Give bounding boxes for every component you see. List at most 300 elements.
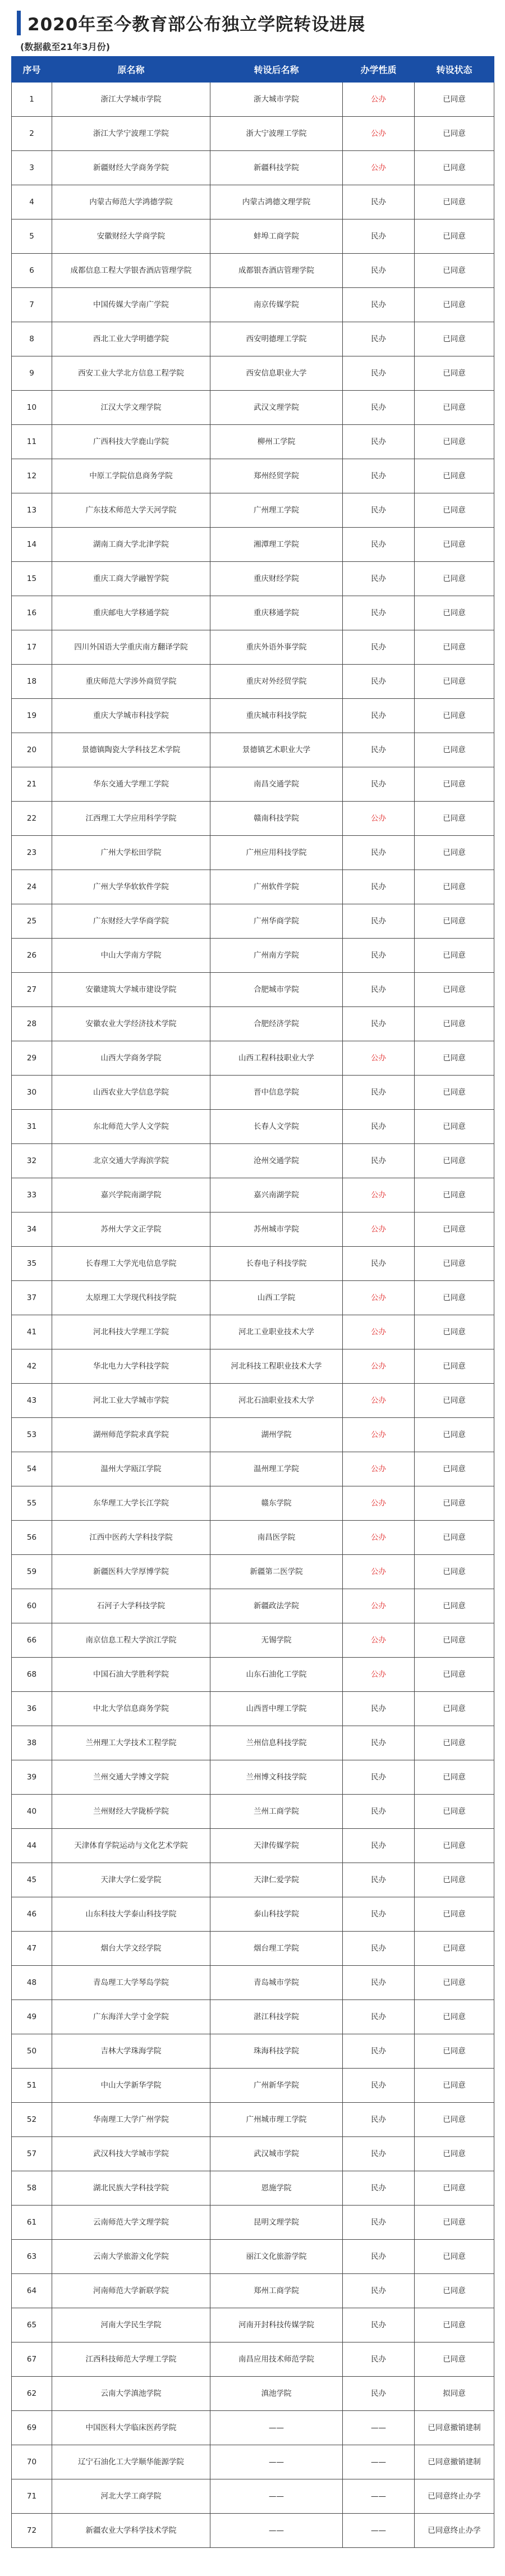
original-name: 河北科技大学理工学院	[52, 1315, 210, 1349]
school-nature: 民办	[343, 2342, 415, 2377]
school-nature: 民办	[343, 1932, 415, 1966]
row-number: 25	[12, 904, 52, 939]
row-number: 69	[12, 2411, 52, 2445]
transfer-status: 已同意	[415, 83, 494, 117]
original-name: 山西大学商务学院	[52, 1041, 210, 1076]
new-name: 广州城市理工学院	[210, 2103, 343, 2137]
table-row	[12, 1452, 494, 1486]
transfer-status: 已同意	[415, 528, 494, 562]
new-name: 泰山科技学院	[210, 1897, 343, 1932]
table-row	[12, 1041, 494, 1076]
school-nature: 公办	[343, 1521, 415, 1555]
row-number: 8	[12, 322, 52, 356]
original-name: 湖南工商大学北津学院	[52, 528, 210, 562]
table-row	[12, 1315, 494, 1349]
new-name: 武汉城市学院	[210, 2137, 343, 2171]
header-new-name: 转设后名称	[210, 57, 343, 83]
transfer-status: 已同意	[415, 2240, 494, 2274]
school-nature: 公办	[343, 1623, 415, 1658]
table-row	[12, 2411, 494, 2445]
row-number: 59	[12, 1555, 52, 1589]
table-row	[12, 1178, 494, 1212]
transfer-status: 已同意	[415, 1315, 494, 1349]
table-row	[12, 1007, 494, 1041]
page-subtitle: (数据截至21年3月份)	[20, 42, 111, 52]
new-name: 新疆政法学院	[210, 1589, 343, 1623]
new-name: 浙大宁波理工学院	[210, 117, 343, 151]
new-name: 无锡学院	[210, 1623, 343, 1658]
school-nature: 公办	[343, 83, 415, 117]
table-row	[12, 1932, 494, 1966]
school-nature: 民办	[343, 2274, 415, 2308]
original-name: 华北电力大学科技学院	[52, 1349, 210, 1384]
table-row	[12, 1658, 494, 1692]
original-name: 河南大学民生学院	[52, 2308, 210, 2342]
transfer-status: 已同意	[415, 1658, 494, 1692]
table-row	[12, 2308, 494, 2342]
row-number: 17	[12, 630, 52, 665]
original-name: 华东交通大学理工学院	[52, 767, 210, 802]
school-nature: 民办	[343, 2034, 415, 2069]
original-name: 广东财经大学华商学院	[52, 904, 210, 939]
table-row	[12, 596, 494, 630]
transfer-status: 已同意	[415, 1007, 494, 1041]
transfer-status: 已同意	[415, 322, 494, 356]
table-row	[12, 322, 494, 356]
transfer-status: 已同意	[415, 630, 494, 665]
row-number: 31	[12, 1110, 52, 1144]
transfer-status: 已同意	[415, 1726, 494, 1760]
table-row	[12, 2137, 494, 2171]
school-nature: 公办	[343, 151, 415, 185]
row-number: 61	[12, 2206, 52, 2240]
row-number: 28	[12, 1007, 52, 1041]
school-nature: 公办	[343, 1178, 415, 1212]
transfer-status: 已同意	[415, 904, 494, 939]
header	[0, 0, 505, 56]
row-number: 56	[12, 1521, 52, 1555]
original-name: 兰州理工大学技术工程学院	[52, 1726, 210, 1760]
row-number: 11	[12, 425, 52, 459]
table-row	[12, 459, 494, 493]
transfer-status: 已同意	[415, 493, 494, 528]
row-number: 71	[12, 2479, 52, 2514]
table-row	[12, 219, 494, 254]
school-nature: 公办	[343, 802, 415, 836]
table-row	[12, 2034, 494, 2069]
transfer-status: 已同意	[415, 2137, 494, 2171]
transfer-status: 已同意撤销建制	[415, 2411, 494, 2445]
new-name: 武汉文理学院	[210, 391, 343, 425]
original-name: 重庆邮电大学移通学院	[52, 596, 210, 630]
school-nature: 公办	[343, 1212, 415, 1247]
transfer-status: 已同意	[415, 151, 494, 185]
original-name: 新疆财经大学商务学院	[52, 151, 210, 185]
new-name: 赣南科技学院	[210, 802, 343, 836]
transfer-status: 已同意	[415, 2171, 494, 2206]
table-row	[12, 2479, 494, 2514]
original-name: 成都信息工程大学银杏酒店管理学院	[52, 254, 210, 288]
table-row	[12, 2206, 494, 2240]
row-number: 22	[12, 802, 52, 836]
new-name: 南昌应用技术师范学院	[210, 2342, 343, 2377]
new-name: 南昌交通学院	[210, 767, 343, 802]
new-name: 广州华商学院	[210, 904, 343, 939]
original-name: 山西农业大学信息学院	[52, 1076, 210, 1110]
table-row	[12, 562, 494, 596]
table-row	[12, 288, 494, 322]
original-name: 浙江大学宁波理工学院	[52, 117, 210, 151]
new-name: 兰州工商学院	[210, 1795, 343, 1829]
school-nature: 民办	[343, 596, 415, 630]
new-name: 蚌埠工商学院	[210, 219, 343, 254]
school-nature: 民办	[343, 1110, 415, 1144]
original-name: 北京交通大学海滨学院	[52, 1144, 210, 1178]
new-name: 恩施学院	[210, 2171, 343, 2206]
school-nature: 民办	[343, 973, 415, 1007]
original-name: 广州大学华软软件学院	[52, 870, 210, 904]
transfer-status: 已同意	[415, 1486, 494, 1521]
school-nature: 民办	[343, 836, 415, 870]
school-nature: 公办	[343, 1555, 415, 1589]
transfer-status: 已同意	[415, 1076, 494, 1110]
school-nature: 公办	[343, 117, 415, 151]
table-row	[12, 2514, 494, 2548]
table-row	[12, 1966, 494, 2000]
original-name: 广州大学松田学院	[52, 836, 210, 870]
row-number: 66	[12, 1623, 52, 1658]
transfer-status: 已同意	[415, 870, 494, 904]
new-name: 沧州交通学院	[210, 1144, 343, 1178]
original-name: 苏州大学文正学院	[52, 1212, 210, 1247]
table-row	[12, 117, 494, 151]
original-name: 重庆大学城市科技学院	[52, 699, 210, 733]
new-name: 成都银杏酒店管理学院	[210, 254, 343, 288]
table-row	[12, 630, 494, 665]
transfer-status: 已同意	[415, 1212, 494, 1247]
table-row	[12, 733, 494, 767]
school-nature: 民办	[343, 904, 415, 939]
table-row	[12, 1384, 494, 1418]
table-row	[12, 2377, 494, 2411]
original-name: 东华理工大学长江学院	[52, 1486, 210, 1521]
new-name: 河北工业职业技术大学	[210, 1315, 343, 1349]
row-number: 1	[12, 83, 52, 117]
table-row	[12, 1760, 494, 1795]
original-name: 中山大学新华学院	[52, 2069, 210, 2103]
transfer-status: 已同意	[415, 665, 494, 699]
table-row	[12, 1247, 494, 1281]
table-row	[12, 151, 494, 185]
school-nature: 公办	[343, 1658, 415, 1692]
school-nature: 公办	[343, 1384, 415, 1418]
original-name: 中国传媒大学南广学院	[52, 288, 210, 322]
transfer-status: 已同意	[415, 2342, 494, 2377]
header-status: 转设状态	[415, 57, 494, 83]
school-nature: 民办	[343, 2103, 415, 2137]
row-number: 38	[12, 1726, 52, 1760]
new-name: 景德镇艺术职业大学	[210, 733, 343, 767]
table-row	[12, 1589, 494, 1623]
original-name: 浙江大学城市学院	[52, 83, 210, 117]
original-name: 西安工业大学北方信息工程学院	[52, 356, 210, 391]
new-name: 赣东学院	[210, 1486, 343, 1521]
school-nature: 民办	[343, 2308, 415, 2342]
row-number: 45	[12, 1863, 52, 1897]
transfer-status: 已同意	[415, 2000, 494, 2034]
new-name: 合肥城市学院	[210, 973, 343, 1007]
table-row	[12, 1795, 494, 1829]
new-name: 苏州城市学院	[210, 1212, 343, 1247]
table-row	[12, 391, 494, 425]
school-nature: 民办	[343, 219, 415, 254]
original-name: 安徽建筑大学城市建设学院	[52, 973, 210, 1007]
transfer-status: 已同意撤销建制	[415, 2445, 494, 2479]
table-header-row	[12, 57, 494, 83]
row-number: 65	[12, 2308, 52, 2342]
transfer-status: 已同意	[415, 1795, 494, 1829]
original-name: 湖州师范学院求真学院	[52, 1418, 210, 1452]
school-nature: 民办	[343, 322, 415, 356]
row-number: 60	[12, 1589, 52, 1623]
new-name: 新疆科技学院	[210, 151, 343, 185]
school-nature: 公办	[343, 1281, 415, 1315]
table-row	[12, 356, 494, 391]
school-nature: 民办	[343, 1897, 415, 1932]
original-name: 天津体育学院运动与文化艺术学院	[52, 1829, 210, 1863]
original-name: 烟台大学文经学院	[52, 1932, 210, 1966]
table-row	[12, 425, 494, 459]
row-number: 2	[12, 117, 52, 151]
new-name: 柳州工学院	[210, 425, 343, 459]
new-name: 郑州工商学院	[210, 2274, 343, 2308]
original-name: 河北大学工商学院	[52, 2479, 210, 2514]
transfer-status: 已同意	[415, 733, 494, 767]
transfer-status: 已同意	[415, 1863, 494, 1897]
transfer-status: 已同意	[415, 1760, 494, 1795]
row-number: 20	[12, 733, 52, 767]
school-nature: 民办	[343, 870, 415, 904]
row-number: 12	[12, 459, 52, 493]
table-row	[12, 2445, 494, 2479]
row-number: 68	[12, 1658, 52, 1692]
table-row	[12, 1486, 494, 1521]
original-name: 景德镇陶瓷大学科技艺术学院	[52, 733, 210, 767]
transfer-status: 已同意	[415, 356, 494, 391]
transfer-status: 已同意	[415, 117, 494, 151]
school-nature: 民办	[343, 699, 415, 733]
new-name: 湛江科技学院	[210, 2000, 343, 2034]
original-name: 吉林大学珠海学院	[52, 2034, 210, 2069]
table-row	[12, 1897, 494, 1932]
school-nature: 民办	[343, 1760, 415, 1795]
new-name: 滇池学院	[210, 2377, 343, 2411]
original-name: 中北大学信息商务学院	[52, 1692, 210, 1726]
table-row	[12, 1418, 494, 1452]
new-name: 山东石油化工学院	[210, 1658, 343, 1692]
transfer-status: 已同意	[415, 699, 494, 733]
original-name: 广东技术师范大学天河学院	[52, 493, 210, 528]
transfer-status: 已同意终止办学	[415, 2514, 494, 2548]
new-name: 湘潭理工学院	[210, 528, 343, 562]
original-name: 云南大学旅游文化学院	[52, 2240, 210, 2274]
new-name: 青岛城市学院	[210, 1966, 343, 2000]
row-number: 58	[12, 2171, 52, 2206]
school-nature: 民办	[343, 1076, 415, 1110]
table-row	[12, 1692, 494, 1726]
original-name: 重庆工商大学融智学院	[52, 562, 210, 596]
school-nature: 民办	[343, 1247, 415, 1281]
new-name: 山西晋中理工学院	[210, 1692, 343, 1726]
school-nature: 民办	[343, 562, 415, 596]
row-number: 37	[12, 1281, 52, 1315]
school-nature: ——	[343, 2479, 415, 2514]
school-nature: 民办	[343, 356, 415, 391]
table-row	[12, 1726, 494, 1760]
new-name: 重庆对外经贸学院	[210, 665, 343, 699]
school-nature: 民办	[343, 1863, 415, 1897]
table-row	[12, 2342, 494, 2377]
row-number: 18	[12, 665, 52, 699]
table-row	[12, 699, 494, 733]
original-name: 温州大学瓯江学院	[52, 1452, 210, 1486]
row-number: 62	[12, 2377, 52, 2411]
original-name: 河北工业大学城市学院	[52, 1384, 210, 1418]
new-name: 重庆城市科技学院	[210, 699, 343, 733]
table-row	[12, 2240, 494, 2274]
row-number: 15	[12, 562, 52, 596]
row-number: 4	[12, 185, 52, 219]
original-name: 江西理工大学应用科学学院	[52, 802, 210, 836]
transfer-status: 已同意	[415, 1144, 494, 1178]
school-nature: ——	[343, 2514, 415, 2548]
school-nature: 民办	[343, 2137, 415, 2171]
new-name: 西安信息职业大学	[210, 356, 343, 391]
row-number: 23	[12, 836, 52, 870]
row-number: 14	[12, 528, 52, 562]
header-original-name: 原名称	[52, 57, 210, 83]
new-name: 河北石油职业技术大学	[210, 1384, 343, 1418]
new-name: 广州软件学院	[210, 870, 343, 904]
school-nature: ——	[343, 2445, 415, 2479]
row-number: 3	[12, 151, 52, 185]
row-number: 47	[12, 1932, 52, 1966]
row-number: 30	[12, 1076, 52, 1110]
table-row	[12, 1281, 494, 1315]
table-row	[12, 2103, 494, 2137]
transfer-table	[11, 56, 494, 2548]
new-name: 山西工学院	[210, 1281, 343, 1315]
table-row	[12, 2171, 494, 2206]
transfer-status: 已同意	[415, 2206, 494, 2240]
transfer-status: 已同意	[415, 1897, 494, 1932]
school-nature: 民办	[343, 2206, 415, 2240]
row-number: 43	[12, 1384, 52, 1418]
row-number: 72	[12, 2514, 52, 2548]
transfer-status: 已同意	[415, 391, 494, 425]
original-name: 广东海洋大学寸金学院	[52, 2000, 210, 2034]
original-name: 太原理工大学现代科技学院	[52, 1281, 210, 1315]
school-nature: 公办	[343, 1349, 415, 1384]
original-name: 山东科技大学泰山科技学院	[52, 1897, 210, 1932]
row-number: 21	[12, 767, 52, 802]
new-name: 珠海科技学院	[210, 2034, 343, 2069]
table-row	[12, 1863, 494, 1897]
row-number: 26	[12, 939, 52, 973]
new-name: ——	[210, 2411, 343, 2445]
school-nature: 民办	[343, 1966, 415, 2000]
row-number: 50	[12, 2034, 52, 2069]
original-name: 中原工学院信息商务学院	[52, 459, 210, 493]
new-name: 嘉兴南湖学院	[210, 1178, 343, 1212]
new-name: 长春人文学院	[210, 1110, 343, 1144]
school-nature: 民办	[343, 493, 415, 528]
new-name: 天津传媒学院	[210, 1829, 343, 1863]
transfer-status: 已同意	[415, 425, 494, 459]
school-nature: 民办	[343, 425, 415, 459]
school-nature: 公办	[343, 1041, 415, 1076]
original-name: 广西科技大学鹿山学院	[52, 425, 210, 459]
original-name: 西北工业大学明德学院	[52, 322, 210, 356]
transfer-status: 已同意	[415, 1178, 494, 1212]
original-name: 云南师范大学文理学院	[52, 2206, 210, 2240]
table-row	[12, 1110, 494, 1144]
new-name: 兰州信息科技学院	[210, 1726, 343, 1760]
school-nature: 民办	[343, 733, 415, 767]
table-row	[12, 836, 494, 870]
new-name: 新疆第二医学院	[210, 1555, 343, 1589]
row-number: 51	[12, 2069, 52, 2103]
original-name: 新疆农业大学科学技术学院	[52, 2514, 210, 2548]
new-name: ——	[210, 2514, 343, 2548]
original-name: 东北师范大学人文学院	[52, 1110, 210, 1144]
row-number: 29	[12, 1041, 52, 1076]
row-number: 10	[12, 391, 52, 425]
transfer-status: 已同意	[415, 1247, 494, 1281]
transfer-status: 已同意	[415, 254, 494, 288]
row-number: 32	[12, 1144, 52, 1178]
original-name: 嘉兴学院南湖学院	[52, 1178, 210, 1212]
transfer-status: 已同意	[415, 1555, 494, 1589]
school-nature: 民办	[343, 254, 415, 288]
row-number: 70	[12, 2445, 52, 2479]
row-number: 6	[12, 254, 52, 288]
transfer-status: 已同意	[415, 939, 494, 973]
table-row	[12, 1144, 494, 1178]
original-name: 河南师范大学新联学院	[52, 2274, 210, 2308]
table-row	[12, 939, 494, 973]
table-row	[12, 2069, 494, 2103]
new-name: 山西工程科技职业大学	[210, 1041, 343, 1076]
school-nature: 民办	[343, 1795, 415, 1829]
row-number: 52	[12, 2103, 52, 2137]
transfer-status: 已同意	[415, 767, 494, 802]
original-name: 青岛理工大学琴岛学院	[52, 1966, 210, 2000]
row-number: 41	[12, 1315, 52, 1349]
new-name: 重庆财经学院	[210, 562, 343, 596]
new-name: 广州理工学院	[210, 493, 343, 528]
table-row	[12, 1076, 494, 1110]
transfer-status: 已同意	[415, 2308, 494, 2342]
row-number: 36	[12, 1692, 52, 1726]
transfer-status: 已同意	[415, 1521, 494, 1555]
transfer-status: 已同意	[415, 2034, 494, 2069]
table-row	[12, 185, 494, 219]
table-row	[12, 665, 494, 699]
original-name: 兰州交通大学博文学院	[52, 1760, 210, 1795]
school-nature: 民办	[343, 528, 415, 562]
transfer-status: 已同意	[415, 459, 494, 493]
